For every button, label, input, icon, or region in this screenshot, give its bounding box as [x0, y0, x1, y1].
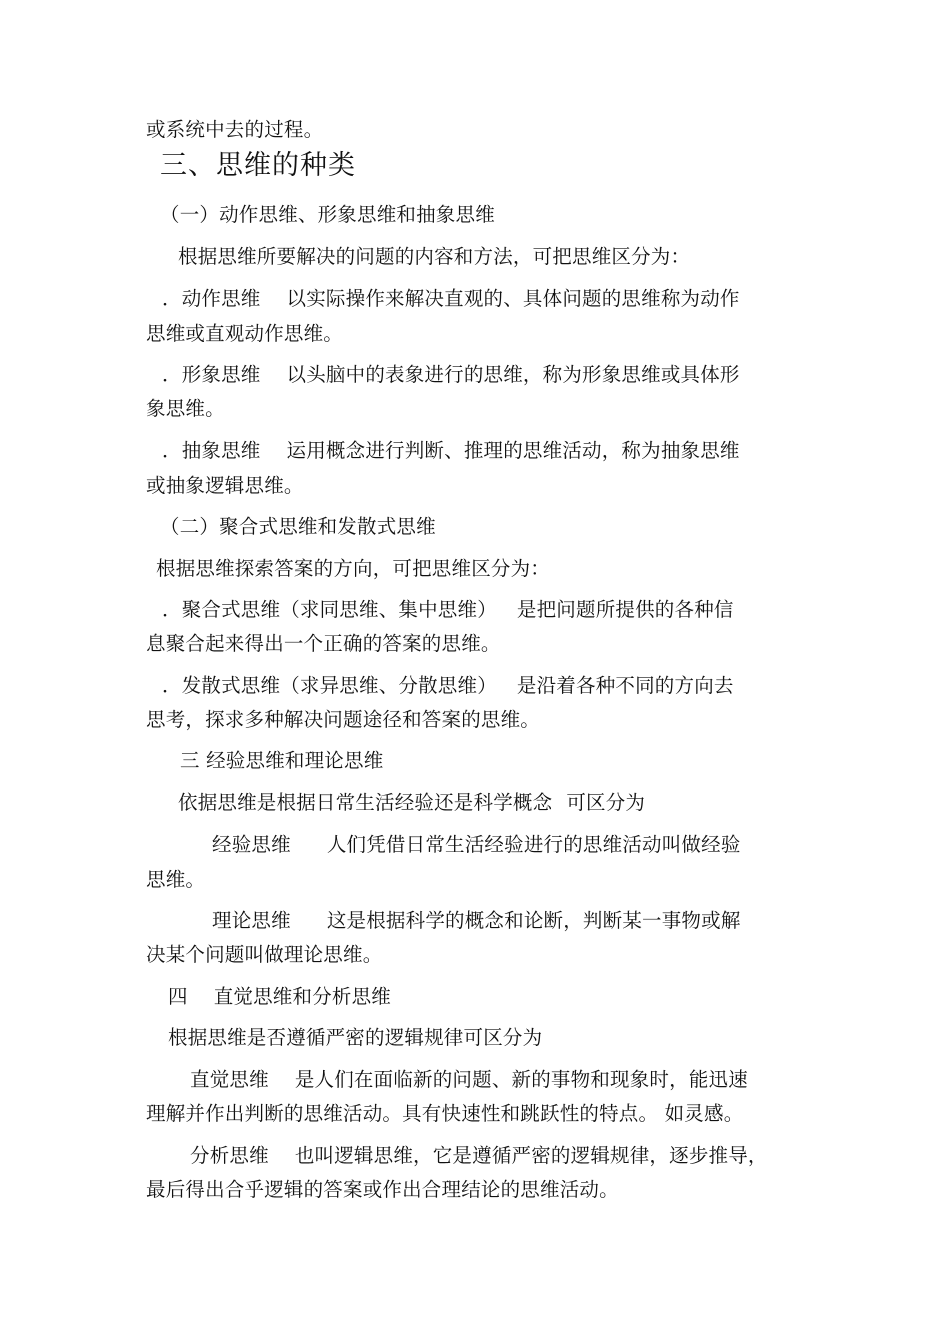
definition-intuitive-thinking — [190, 1068, 748, 1092]
definition-text: 以实际操作来解决直观的、具体问题的思维称为动作 — [286, 287, 740, 310]
text-line: 根据思维是否遵循严密的逻辑规律可区分为 — [168, 1026, 543, 1049]
definition-convergent-thinking — [162, 598, 734, 622]
definition-continuation — [146, 1178, 619, 1202]
definition-text: 这是根据科学的概念和论断，判断某一事物或解 — [326, 909, 741, 932]
text-line: 根据思维探索答案的方向，可把思维区分为： — [156, 557, 551, 580]
heading-text: （一）动作思维、形象思维和抽象思维 — [160, 203, 495, 226]
section-heading — [160, 150, 356, 182]
heading-text: 三 经验思维和理论思维 — [180, 749, 384, 772]
term-label: 理论思维 — [212, 909, 291, 932]
definition-text: 是人们在面临新的问题、新的事物和现象时，能迅速 — [294, 1068, 748, 1091]
definition-text: 是把问题所提供的各种信 — [516, 598, 734, 621]
term-label: 直觉思维 — [190, 1068, 269, 1091]
definition-empirical-thinking — [212, 833, 741, 857]
definition-continuation — [146, 322, 343, 346]
subsection-heading-1 — [160, 203, 495, 227]
subsection-heading-3 — [180, 749, 383, 773]
text-line: 理解并作出判断的思维活动。具有快速性和跳跃性的特点。 如灵感。 — [146, 1102, 744, 1125]
text-line: 根据思维所要解决的问题的内容和方法，可把思维区分为： — [178, 245, 691, 268]
definition-analytic-thinking — [190, 1144, 768, 1168]
heading-text: 三、思维的种类 — [160, 150, 356, 181]
text-line: 息聚合起来得出一个正确的答案的思维。 — [146, 632, 501, 655]
definition-divergent-thinking — [162, 674, 734, 698]
text-line: 或系统中去的过程。 — [146, 118, 324, 141]
definition-continuation — [146, 632, 501, 656]
text-line: 决某个问题叫做理论思维。 — [146, 943, 383, 966]
definition-action-thinking — [162, 287, 740, 311]
text-line: 可区分为 — [566, 791, 646, 814]
definition-text: 也叫逻辑思维，它是遵循严密的逻辑规律，逐步推导， — [294, 1144, 768, 1167]
text-line: 思考，探求多种解决问题途径和答案的思维。 — [146, 708, 541, 731]
heading-number: 四 — [168, 985, 188, 1008]
definition-text: 以头脑中的表象进行的思维，称为形象思维或具体形 — [286, 363, 740, 386]
term-label: 经验思维 — [212, 833, 291, 856]
text-line: 象思维。 — [146, 397, 225, 420]
intro-paragraph — [178, 791, 645, 815]
term-label: ．形象思维 — [162, 363, 261, 386]
paragraph-continuation — [146, 118, 323, 142]
definition-text: 运用概念进行判断、推理的思维活动，称为抽象思维 — [286, 439, 740, 462]
text-line: 或抽象逻辑思维。 — [146, 474, 304, 497]
definition-continuation — [146, 397, 225, 421]
term-label: ．动作思维 — [162, 287, 261, 310]
definition-continuation — [146, 868, 205, 892]
term-label: ．聚合式思维（求同思维、集中思维） — [162, 598, 497, 621]
term-label: 分析思维 — [190, 1144, 269, 1167]
definition-abstract-thinking — [162, 439, 740, 463]
text-line: 最后得出合乎逻辑的答案或作出合理结论的思维活动。 — [146, 1178, 619, 1201]
subsection-heading-4 — [168, 985, 391, 1009]
term-label: ．抽象思维 — [162, 439, 261, 462]
definition-theoretical-thinking — [212, 909, 741, 933]
term-label: ．发散式思维（求异思维、分散思维） — [162, 674, 497, 697]
text-line: 思维。 — [146, 868, 206, 891]
text-line: 依据思维是根据日常生活经验还是科学概念 — [178, 791, 553, 814]
definition-continuation — [146, 474, 304, 498]
heading-text: 直觉思维和分析思维 — [213, 985, 392, 1008]
definition-continuation — [146, 708, 540, 732]
definition-text: 人们凭借日常生活经验进行的思维活动叫做经验 — [326, 833, 741, 856]
subsection-heading-2 — [160, 515, 436, 539]
intro-paragraph — [168, 1026, 542, 1050]
definition-text: 是沿着各种不同的方向去 — [516, 674, 734, 697]
heading-text: （二）聚合式思维和发散式思维 — [160, 515, 436, 538]
definition-continuation — [146, 1102, 743, 1126]
intro-paragraph — [178, 245, 690, 269]
intro-paragraph — [156, 557, 550, 581]
definition-image-thinking — [162, 363, 740, 387]
text-line: 思维或直观动作思维。 — [146, 322, 344, 345]
definition-continuation — [146, 943, 382, 967]
